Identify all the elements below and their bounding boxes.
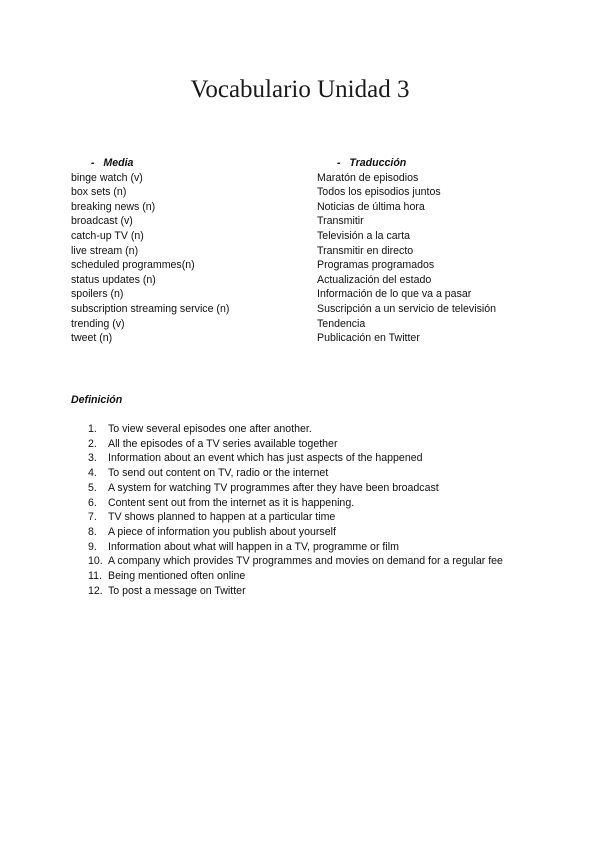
media-term: scheduled programmes(n): [71, 259, 195, 272]
definition-item: [88, 481, 503, 496]
definition-number: 5.: [88, 481, 97, 494]
translation-term: Maratón de episodios: [317, 171, 419, 184]
translation-term: Información de lo que va a pasar: [317, 288, 472, 301]
definition-item: [88, 554, 503, 569]
definition-item: [88, 466, 503, 481]
page-title: Vocabulario Unidad 3: [190, 76, 410, 103]
translation-term: Transmitir: [317, 215, 364, 228]
translation-column: [317, 156, 577, 346]
definition-number: 10.: [88, 555, 103, 568]
media-term: box sets (n): [71, 186, 127, 199]
media-term: breaking news (n): [71, 200, 156, 213]
definition-text: A company which provides TV programmes and movies on demand for a regular fee: [108, 555, 503, 568]
media-term: subscription streaming service (n): [71, 302, 230, 315]
definition-item: [88, 510, 503, 525]
definition-item: [88, 437, 503, 452]
media-term: broadcast (v): [71, 215, 133, 228]
media-column: [71, 156, 311, 346]
media-term: spoilers (n): [71, 288, 124, 301]
definition-number: 2.: [88, 437, 97, 450]
definition-text: Information about what will happen in a TV, programme or film: [108, 540, 399, 553]
definition-number: 11.: [88, 570, 102, 583]
definition-number: 4.: [88, 467, 97, 480]
definition-item: [88, 496, 503, 511]
media-header-label: Media: [103, 157, 134, 169]
definition-number: 7.: [88, 511, 97, 524]
definition-text: To send out content on TV, radio or the internet: [108, 467, 329, 480]
definition-text: All the episodes of a TV series available together: [108, 437, 338, 450]
translation-term: Suscripción a un servicio de televisión: [317, 302, 497, 315]
translation-list: [317, 171, 577, 346]
definitions-list: [88, 422, 503, 598]
media-list: [71, 171, 311, 346]
definition-text: TV shows planned to happen at a particular time: [108, 511, 336, 524]
translation-term: Televisión a la carta: [317, 229, 411, 242]
translation-header-label: Traducción: [349, 157, 407, 169]
media-term: live stream (n): [71, 244, 139, 257]
definition-text: To view several episodes one after another.: [108, 423, 312, 435]
translation-term: Transmitir en directo: [317, 244, 414, 257]
definition-number: 6.: [88, 496, 97, 509]
definition-item: [88, 569, 503, 584]
definition-text: A piece of information you publish about yourself: [108, 525, 336, 538]
translation-term: Tendencia: [317, 317, 366, 330]
definition-text: Content sent out from the internet as it is happening.: [108, 496, 355, 509]
definition-item: [88, 540, 503, 555]
definition-text: Information about an event which has just aspects of the happened: [108, 452, 423, 465]
media-header-dash: -: [91, 157, 95, 169]
definition-text: A system for watching TV programmes after they have been broadcast: [108, 481, 439, 494]
media-term: status updates (n): [71, 273, 156, 286]
definition-number: 9.: [88, 540, 97, 553]
media-term: trending (v): [71, 317, 125, 330]
media-column-header: [71, 156, 311, 171]
definition-item: [88, 451, 503, 466]
definition-number: 12.: [88, 584, 103, 597]
translation-column-header: [317, 156, 577, 171]
translation-term: Actualización del estado: [317, 273, 432, 286]
translation-term: Publicación en Twitter: [317, 332, 420, 345]
definition-item: [88, 525, 503, 540]
translation-term: Todos los episodios juntos: [317, 186, 441, 199]
definitions-header: Definición: [71, 394, 123, 406]
definition-text: To post a message on Twitter: [108, 584, 246, 597]
definition-item: [88, 584, 503, 599]
media-term: tweet (n): [71, 332, 113, 345]
definition-number: 1.: [88, 423, 97, 435]
definition-number: 8.: [88, 525, 97, 538]
definition-item: [88, 422, 503, 437]
definition-text: Being mentioned often online: [108, 570, 246, 583]
translation-header-dash: -: [337, 157, 341, 169]
media-term: binge watch (v): [71, 171, 143, 184]
translation-term: Programas programados: [317, 259, 435, 272]
definition-number: 3.: [88, 452, 97, 465]
translation-term: Noticias de última hora: [317, 200, 425, 213]
media-term: catch-up TV (n): [71, 229, 144, 242]
